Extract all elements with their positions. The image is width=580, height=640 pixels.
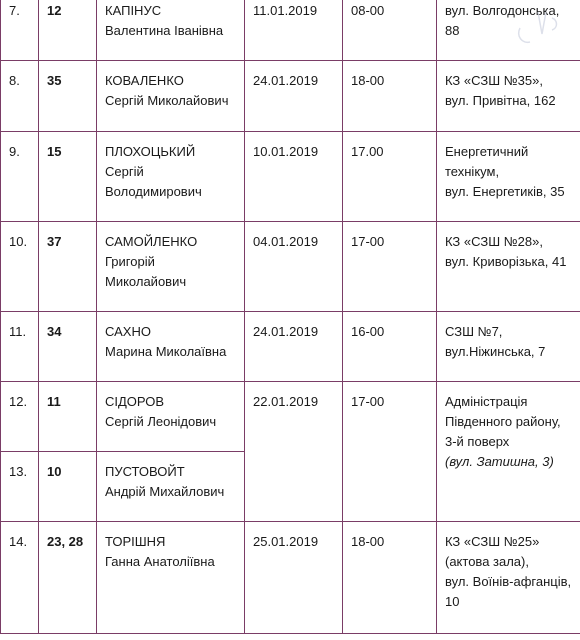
address-line: (актова зала), xyxy=(445,554,529,569)
row-number: 10. xyxy=(1,222,39,312)
address-line: КЗ «СЗШ №35», xyxy=(445,73,543,88)
table-row xyxy=(1,132,580,222)
meeting-date: 10.01.2019 xyxy=(245,132,343,222)
meeting-date: 11.01.2019 xyxy=(245,0,343,61)
district-number: 37 xyxy=(39,222,97,312)
given-names: Сергій xyxy=(105,164,144,179)
person-name xyxy=(97,312,245,382)
table-row xyxy=(1,61,580,132)
meeting-date: 04.01.2019 xyxy=(245,222,343,312)
meeting-address xyxy=(437,222,580,312)
table-row xyxy=(1,382,580,452)
given-names: Сергій Миколайович xyxy=(105,93,229,108)
meeting-address xyxy=(437,382,580,522)
person-name xyxy=(97,452,245,522)
address-line: 3-й поверх xyxy=(445,434,510,449)
table-row xyxy=(1,222,580,312)
row-number: 9. xyxy=(1,132,39,222)
given-names: Андрій Михайлович xyxy=(105,484,225,499)
meeting-time: 08-00 xyxy=(343,0,437,61)
surname: СІДОРОВ xyxy=(105,394,165,409)
surname: САХНО xyxy=(105,324,151,339)
table-row xyxy=(1,312,580,382)
district-number: 15 xyxy=(39,132,97,222)
meeting-time: 18-00 xyxy=(343,522,437,634)
given-names: Валентина Іванівна xyxy=(105,23,224,38)
given-names: Григорій xyxy=(105,254,155,269)
surname: ПЛОХОЦЬКИЙ xyxy=(105,144,196,159)
address-line: СЗШ №7, xyxy=(445,324,503,339)
address-line: вул. Криворізька, 41 xyxy=(445,254,567,269)
meeting-date: 24.01.2019 xyxy=(245,312,343,382)
row-number: 8. xyxy=(1,61,39,132)
table-row xyxy=(1,522,580,634)
address-line: вул. Енергетиків, 35 xyxy=(445,184,565,199)
given-names: Марина Миколаївна xyxy=(105,344,227,359)
meeting-address xyxy=(437,61,580,132)
address-line: Адміністрація xyxy=(445,394,528,409)
surname: КОВАЛЕНКО xyxy=(105,73,184,88)
address-line: КЗ «СЗШ №28», xyxy=(445,234,543,249)
given-names: Сергій Леонідович xyxy=(105,414,217,429)
surname: ТОРІШНЯ xyxy=(105,534,166,549)
row-number: 13. xyxy=(1,452,39,522)
address-line: Енергетичний xyxy=(445,144,529,159)
person-name xyxy=(97,132,245,222)
given-names: Ганна Анатоліївна xyxy=(105,554,215,569)
person-name xyxy=(97,222,245,312)
address-line: Південного району, xyxy=(445,414,561,429)
address-line: КЗ «СЗШ №25» xyxy=(445,534,540,549)
district-number: 23, 28 xyxy=(39,522,97,634)
meeting-address xyxy=(437,312,580,382)
address-line: 10 xyxy=(445,594,460,609)
row-number: 12. xyxy=(1,382,39,452)
person-name xyxy=(97,522,245,634)
surname: ПУСТОВОЙТ xyxy=(105,464,185,479)
district-number: 11 xyxy=(39,382,97,452)
district-number: 12 xyxy=(39,0,97,61)
district-number: 35 xyxy=(39,61,97,132)
meeting-time: 17.00 xyxy=(343,132,437,222)
meeting-address xyxy=(437,0,580,61)
meeting-date: 24.01.2019 xyxy=(245,61,343,132)
surname: КАПІНУС xyxy=(105,3,162,18)
row-number: 7. xyxy=(1,0,39,61)
table-row xyxy=(1,0,580,61)
row-number: 14. xyxy=(1,522,39,634)
person-name xyxy=(97,0,245,61)
address-line: (вул. Затишна, 3) xyxy=(445,454,554,469)
meeting-time: 18-00 xyxy=(343,61,437,132)
meeting-date: 25.01.2019 xyxy=(245,522,343,634)
surname: САМОЙЛЕНКО xyxy=(105,234,198,249)
address-line: 88 xyxy=(445,23,460,38)
address-line: технікум, xyxy=(445,164,500,179)
district-number: 34 xyxy=(39,312,97,382)
district-number: 10 xyxy=(39,452,97,522)
person-name xyxy=(97,61,245,132)
meeting-time: 16-00 xyxy=(343,312,437,382)
meeting-address xyxy=(437,132,580,222)
address-line: вул.Ніжинська, 7 xyxy=(445,344,546,359)
address-line: вул. Привітна, 162 xyxy=(445,93,556,108)
address-line: вул. Волгодонська, xyxy=(445,3,560,18)
row-number: 11. xyxy=(1,312,39,382)
patronymic: Миколайович xyxy=(105,274,187,289)
meeting-time: 17-00 xyxy=(343,382,437,522)
meeting-address xyxy=(437,522,580,634)
address-line: вул. Воїнів-афганців, xyxy=(445,574,572,589)
meeting-date: 22.01.2019 xyxy=(245,382,343,522)
meeting-time: 17-00 xyxy=(343,222,437,312)
person-name xyxy=(97,382,245,452)
patronymic: Володимирович xyxy=(105,184,202,199)
